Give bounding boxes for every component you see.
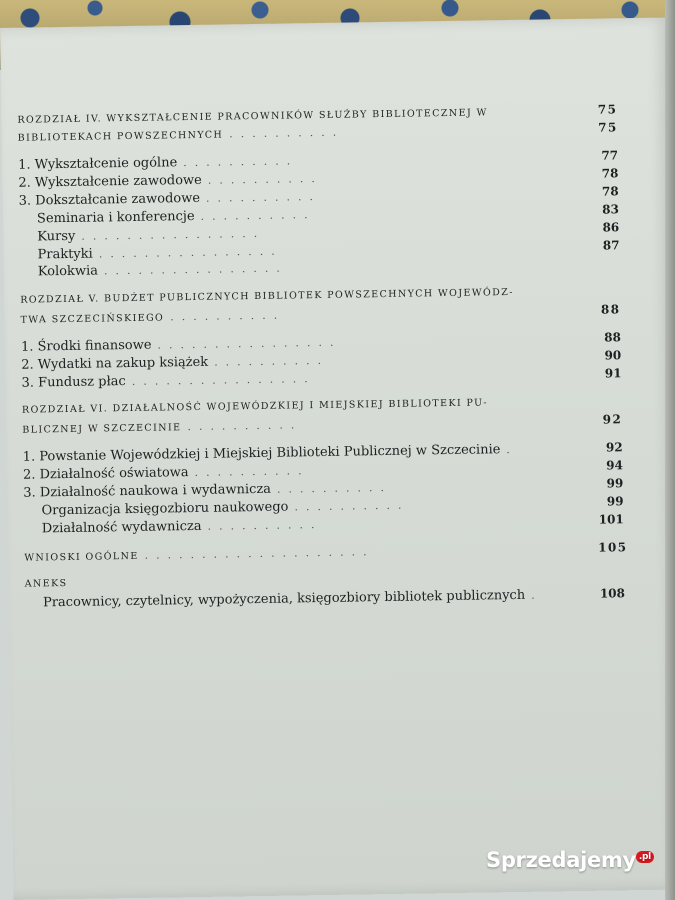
toc-item: 3. Fundusz płac ................ 91 — [21, 366, 622, 391]
toc-item: 1. Środki finansowe ................ 88 — [20, 330, 622, 355]
toc-chapter-heading: WNIOSKI OGÓLNE .................... 105 — [24, 540, 628, 564]
toc-chapter-heading: ROZDZIAŁ V. BUDŻET PUBLICZNYCH BIBLIOTEK POWSZECHNYCH WOJEWÓDZ- — [20, 286, 514, 306]
toc-item: 2. Działalność oświatowa .......... 94 — [22, 458, 624, 483]
toc-chapter-heading: ROZDZIAŁ IV. WYKSZTAŁCENIE PRACOWNIKÓW SŁUŻBY BIBLIOTECZNEJ W 75 — [17, 102, 618, 126]
toc-item: 1. Wykształcenie ogólne .......... 77 — [18, 148, 619, 173]
toc-item: 3. Działalność naukowa i wydawnicza .......... 99 — [23, 476, 624, 501]
toc-subitem: Seminaria i konferencje .......... 83 — [36, 202, 620, 227]
toc-item: 3. Dokształcanie zawodowe .......... 78 — [18, 184, 619, 209]
book-page — [0, 18, 675, 900]
watermark-logo: Sprzedajemy $^{.pl}$ — [486, 848, 654, 872]
toc-chapter-heading: BLICZNEJ W SZCZECINIE .......... 92 — [22, 412, 623, 436]
toc-subitem: Organizacja księgozbioru naukowego .......... 99 — [41, 494, 624, 519]
toc-item: 1. Powstanie Wojewódzkiej i Miejskiej Biblioteki Publicznej w Szczecinie . 92 — [22, 440, 623, 465]
toc-subitem: Działalność wydawnicza .......... 101 — [41, 512, 624, 537]
toc-chapter-heading: ANEKS — [24, 578, 68, 590]
toc-subitem: Pracownicy, czytelnicy, wypożyczenia, księgozbiory bibliotek publicznych . 108 — [42, 586, 626, 611]
toc-item: 2. Wydatki na zakup książek .......... 90 — [21, 348, 622, 373]
table-of-contents — [17, 100, 628, 611]
toc-subitem: Praktyki ................ 87 — [37, 238, 620, 263]
toc-subitem: Kursy ................ 86 — [37, 220, 620, 245]
toc-chapter-heading: BIBLIOTEKACH POWSZECHNYCH .......... 75 — [17, 120, 618, 144]
book-spine-edge — [665, 0, 675, 900]
toc-chapter-heading: TWA SZCZECIŃSKIEGO .......... 88 — [20, 302, 621, 326]
toc-chapter-heading: ROZDZIAŁ VI. DZIAŁALNOŚĆ WOJEWÓDZKIEJ I MIEJSKIEJ BIBLIOTEKI PU- — [21, 397, 489, 416]
toc-item: 2. Wykształcenie zawodowe .......... 78 — [18, 166, 619, 191]
toc-subitem: Kolokwia ................ — [37, 261, 288, 280]
